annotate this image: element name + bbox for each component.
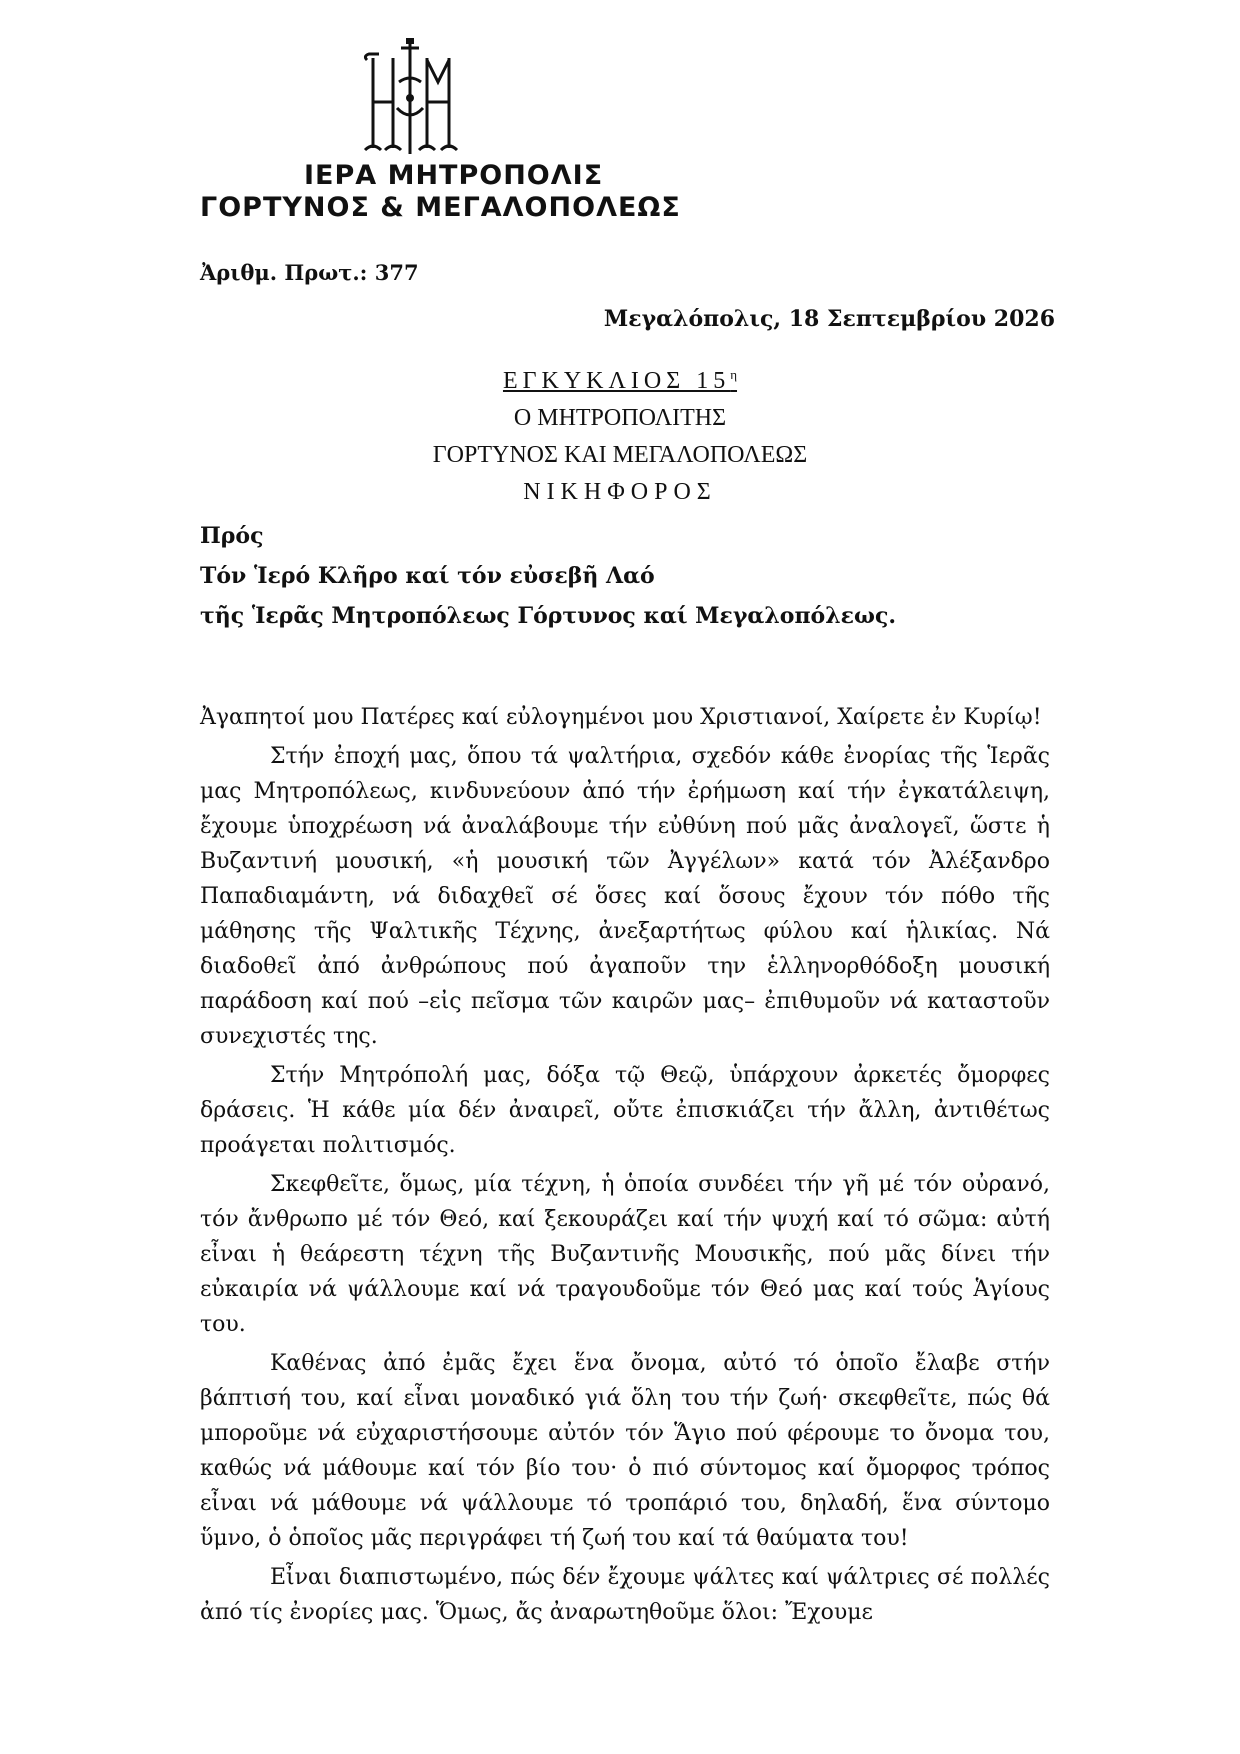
org-line-1: ΙΕΡΑ ΜΗΤΡΟΠΟΛΙΣ bbox=[304, 160, 604, 191]
organization-name bbox=[200, 160, 681, 224]
encyclical-superscript: η bbox=[730, 367, 738, 382]
title-line-3: ΝΙΚΗΦΟΡΟΣ bbox=[523, 479, 717, 505]
encyclical-label: ΕΓΚΥΚΛΙΟΣ 15 bbox=[502, 368, 731, 394]
title-line-2: ΓΟΡΤΥΝΟΣ ΚΑΙ ΜΕΓΑΛΟΠΟΛΕΩΣ bbox=[432, 442, 808, 468]
org-line-2: ΓΟΡΤΥΝΟΣ & ΜΕΓΑΛΟΠΟΛΕΩΣ bbox=[200, 192, 681, 223]
encyclical-title bbox=[300, 356, 940, 400]
body-paragraph: Στήν ἐποχή μας, ὅπου τά ψαλτήρια, σχεδόν κάθε ἐνορίας τῆς Ἱερᾶς μας Μητροπόλεως, κινδυνεύουν ἀπό τήν ἐρήμωση καί τήν ἐγκατάλειψη, ἔχουμε ὑποχρέωση νά ἀναλάβουμε τήν εὐθύνη πού μᾶς ἀναλογεῖ, ὥστε ἡ Βυζαντινή μουσική, «ἡ μουσική τῶν Ἀγγέλων» κατά τόν Ἀλέξανδρο Παπαδιαμάντη, νά διδαχθεῖ σέ ὅσες καί ὅσους ἔχουν τόν πόθο τῆς μάθησης τῆς Ψαλτικῆς Τέχνης, ἀνεξαρτήτως φύλου καί ἡλικίας. Νά διαδοθεῖ ἀπό ἀνθρώπους πού ἀγαποῦν την ἑλληνορθόδοξη μουσική παράδοση καί πού –εἰς πεῖσμα τῶν καιρῶν μας– ἐπιθυμοῦν νά καταστοῦν συνεχιστές της. bbox=[200, 744, 1050, 1049]
body-paragraph: Εἶναι διαπιστωμένο, πώς δέν ἔχουμε ψάλτες καί ψάλτριες σέ πολλές ἀπό τίς ἐνορίες μας. Ὅμως, ἄς ἀναρωτηθοῦμε ὅλοι: Ἔχουμε bbox=[200, 1565, 1050, 1625]
body-paragraph: Σκεφθεῖτε, ὅμως, μία τέχνη, ἡ ὁποία συνδέει τήν γῆ μέ τόν οὐρανό, τόν ἄνθρωπο μέ τόν Θεό, καί ξεκουράζει καί τήν ψυχή καί τό σῶμα: αὐτή εἶναι ἡ θεάρεστη τέχνη τῆς Βυζαντινῆς Μουσικῆς, πού μᾶς δίνει τήν εὐκαιρία νά ψάλλουμε καί νά τραγουδοῦμε τόν Θεό μας καί τούς Ἁγίους του. bbox=[200, 1172, 1050, 1337]
recipient-block bbox=[200, 516, 896, 636]
protocol-number: Ἀριθμ. Πρωτ.: 377 bbox=[200, 260, 419, 285]
metropolis-monogram-logo bbox=[355, 38, 465, 158]
title-block bbox=[300, 356, 940, 511]
body-paragraph: Στήν Μητρόπολή μας, δόξα τῷ Θεῷ, ὑπάρχουν ἀρκετές ὄμορφες δράσεις. Ἡ κάθε μία δέν ἀναιρεῖ, οὔτε ἐπισκιάζει τήν ἄλλη, ἀντιθέτως προάγεται πολιτισμός. bbox=[200, 1063, 1050, 1158]
date-line: Μεγαλόπολις, 18 Σεπτεμβρίου 2026 bbox=[603, 306, 1055, 332]
body-paragraph: Καθένας ἀπό ἐμᾶς ἔχει ἕνα ὄνομα, αὐτό τό ὁποῖο ἔλαβε στήν βάπτισή του, καί εἶναι μοναδικό γιά ὅλη του τήν ζωή· σκεφθεῖτε, πώς θά μποροῦμε νά εὐχαριστήσουμε αὐτόν τόν Ἅγιο πού φέρουμε το ὄνομα του, καθώς νά μάθουμε καί τόν βίο του· ὁ πιό σύντομος καί ὄμορφος τρόπος εἶναι νά μάθουμε νά ψάλλουμε τό τροπάριό του, δηλαδή, ἕνα σύντομο ὕμνο, ὁ ὁποῖος μᾶς περιγράφει τή ζωή του καί τά θαύματα του! bbox=[200, 1351, 1050, 1551]
letter-body bbox=[200, 700, 1050, 1634]
greeting-paragraph: Ἀγαπητοί μου Πατέρες καί εὐλογημένοι μου Χριστιανοί, Χαίρετε ἐν Κυρίῳ! bbox=[200, 705, 1042, 730]
title-line-1: Ο ΜΗΤΡΟΠΟΛΙΤΗΣ bbox=[513, 405, 727, 431]
recipient-to: Πρός bbox=[200, 523, 264, 549]
recipient-line-2: τῆς Ἱερᾶς Μητροπόλεως Γόρτυνος καί Μεγαλοπόλεως. bbox=[200, 603, 897, 629]
recipient-line-1: Τόν Ἱερό Κλῆρο καί τόν εὐσεβῆ Λαό bbox=[200, 563, 655, 589]
